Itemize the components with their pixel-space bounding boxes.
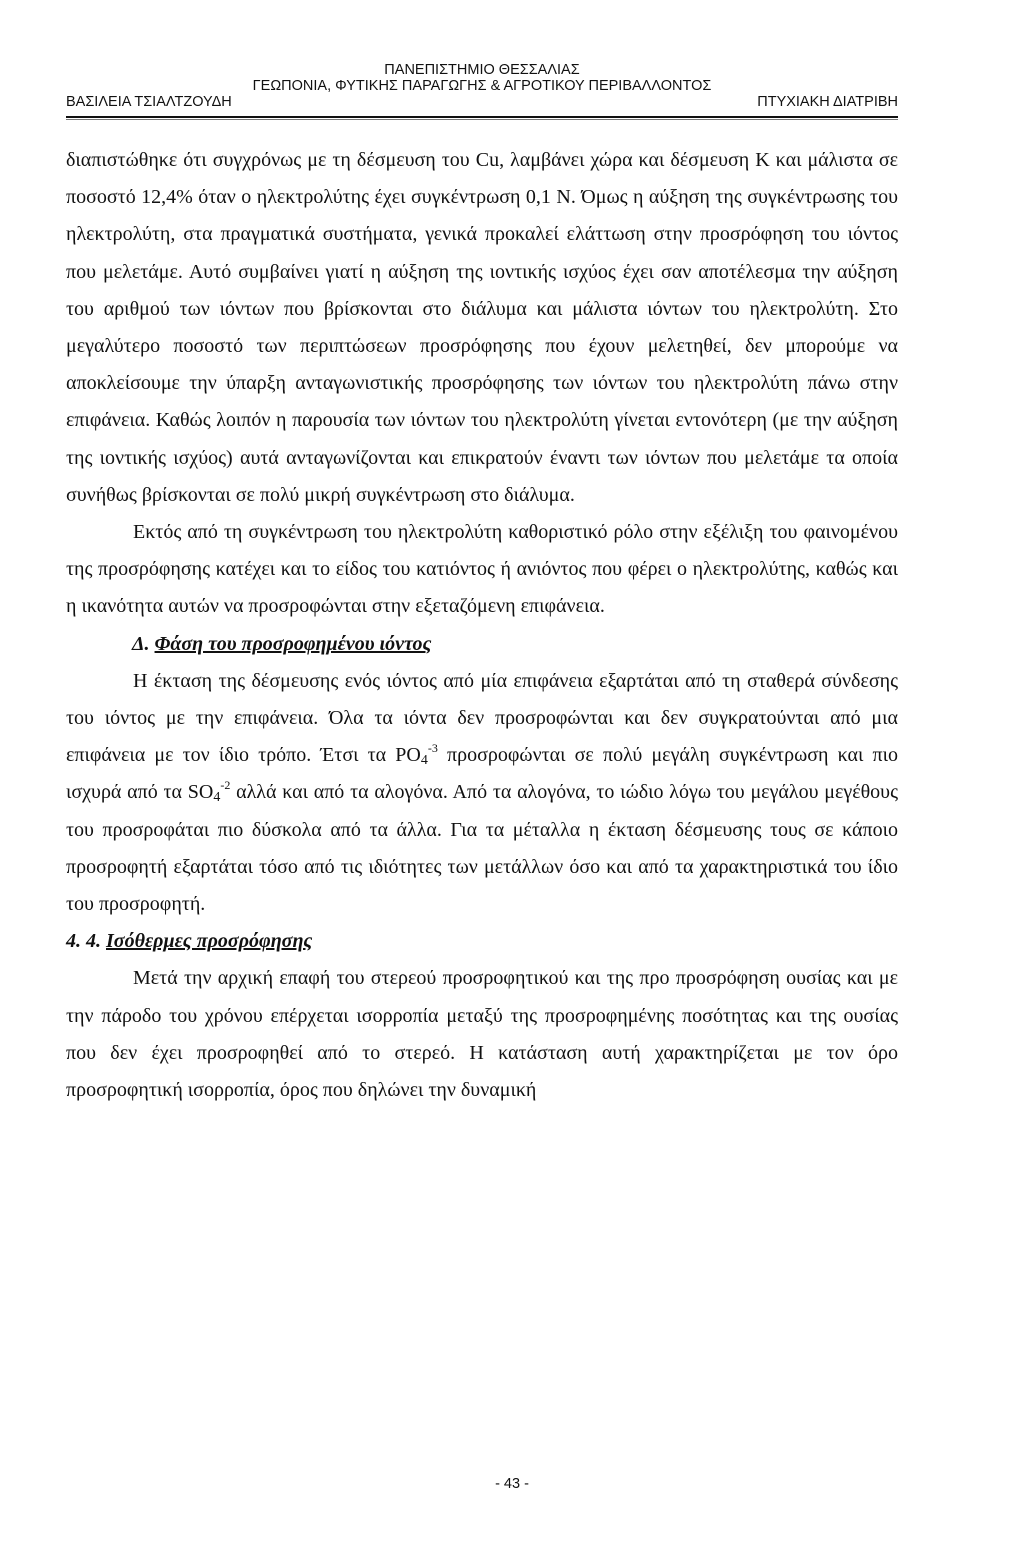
- header-rule: [66, 116, 898, 118]
- header-doc-type: ΠΤΥΧΙΑΚΗ ΔΙΑΤΡΙΒΗ: [757, 94, 898, 110]
- body-text: [66, 142, 898, 1109]
- header-department: ΓΕΩΠΟΝΙΑ, ΦΥΤΙΚΗΣ ΠΑΡΑΓΩΓΗΣ & ΑΓΡΟΤΙΚΟΥ ΠΕΡΙΒΑΛΛΟΝΤΟΣ: [252, 78, 712, 94]
- section-d-number: Δ.: [132, 632, 150, 655]
- header-author: ΒΑΣΙΛΕΙΑ ΤΣΙΑΛΤΖΟΥΔΗ: [66, 94, 232, 110]
- section-heading-4-4: [66, 923, 898, 960]
- paragraph-isotherms: Μετά την αρχική επαφή του στερεού προσροφητικού και της προ προσρόφηση ουσίας και με την πάροδο του χρόνου επέρχεται ισορροπία μεταξύ της προσροφημένης ποσότητας και της ουσίας που δεν έχει προσροφηθεί από το στερεό. Η κατάσταση αυτή χαρακτηρίζεται με τον όρο προσροφητική ισορροπία, όρος που δηλώνει την δυναμική: [66, 967, 898, 1102]
- section-d-title: Φάση του προσροφημένου ιόντος: [154, 632, 432, 655]
- paragraph-electrolyte-type: Εκτός από τη συγκέντρωση του ηλεκτρολύτη καθοριστικό ρόλο στην εξέλιξη του φαινομένου της προσρόφησης κατέχει και το είδος του κατιόντος ή ανιόντος που φέρει ο ηλεκτρολύτης, καθώς και η ικανότητα αυτών να προσροφώνται στην εξεταζόμενη επιφάνεια.: [66, 521, 898, 618]
- so4-subscript: 4: [213, 790, 221, 806]
- page-number: - 43 -: [495, 1476, 529, 1492]
- section-heading-d: [66, 626, 898, 663]
- page-header: [66, 62, 898, 110]
- po4-subscript: 4: [420, 753, 428, 769]
- section-44-number: 4. 4.: [66, 930, 101, 953]
- header-rule-thin: [66, 119, 898, 120]
- header-university: ΠΑΝΕΠΙΣΤΗΜΙΟ ΘΕΣΣΑΛΙΑΣ: [384, 62, 580, 78]
- so4-superscript: -2: [220, 778, 231, 793]
- section-44-title: Ισόθερμες προσρόφησης: [106, 930, 313, 953]
- paragraph-adsorbed-ion-phase: Η έκταση της δέσμευσης ενός ιόντος από μία επιφάνεια εξαρτάται από τη σταθερά σύνδεσης του ιόντος με την επιφάνεια. Όλα τα ιόντα δεν προσροφώνται και δεν συγκρατούνται από μια επιφάνεια με τον ίδιο τρόπο. Έτσι τα $PO_4^{-3}$ προσροφώνται σε πολύ μεγάλη συγκέντρωση και πιο ισχυρά από τα $SO_4^{-2}$ αλλά και από τα αλογόνα. Από τα αλογόνα, το ιώδιο λόγω του μεγάλου μεγέθους του προσροφάται πιο δύσκολα από τα άλλα. Για τα μέταλλα η έκταση δέσμευσης τους σε κάποιο προσροφητή εξαρτάται τόσο από τις ιδιότητες των μετάλλων όσο και από τα χαρακτηριστικά του ίδιο του προσροφητή.: [66, 669, 899, 916]
- paragraph-electrolyte-concentration: διαπιστώθηκε ότι συγχρόνως με τη δέσμευση του Cu, λαμβάνει χώρα και δέσμευση Κ και μάλιστα σε ποσοστό 12,4% όταν ο ηλεκτρολύτης έχει συγκέντρωση 0,1 Ν. Όμως η αύξηση της συγκέντρωσης του ηλεκτρολύτη, στα πραγματικά συστήματα, γενικά προκαλεί ελάττωση στην προσρόφηση του ιόντος που μελετάμε. Αυτό συμβαίνει γιατί η αύξηση της ιοντικής ισχύος έχει σαν αποτέλεσμα την αύξηση του αριθμού των ιόντων που βρίσκονται στο διάλυμα και μάλιστα ιόντων του ηλεκτρολύτη. Στο μεγαλύτερο ποσοστό των περιπτώσεων προσρόφησης που έχουν μελετηθεί, δεν μπορούμε να αποκλείσουμε την ύπαρξη ανταγωνιστικής προσρόφησης των ιόντων του ηλεκτρολύτη πάνω στην επιφάνεια. Καθώς λοιπόν η παρουσία των ιόντων του ηλεκτρολύτη γίνεται εντονότερη (με την αύξηση της ιοντικής ισχύος) αυτά ανταγωνίζονται και επικρατούν έναντι των ιόντων που μελετάμε τα οποία συνήθως βρίσκονται σε πολύ μικρή συγκέντρωση στο διάλυμα.: [66, 149, 898, 506]
- po4-superscript: -3: [427, 741, 438, 756]
